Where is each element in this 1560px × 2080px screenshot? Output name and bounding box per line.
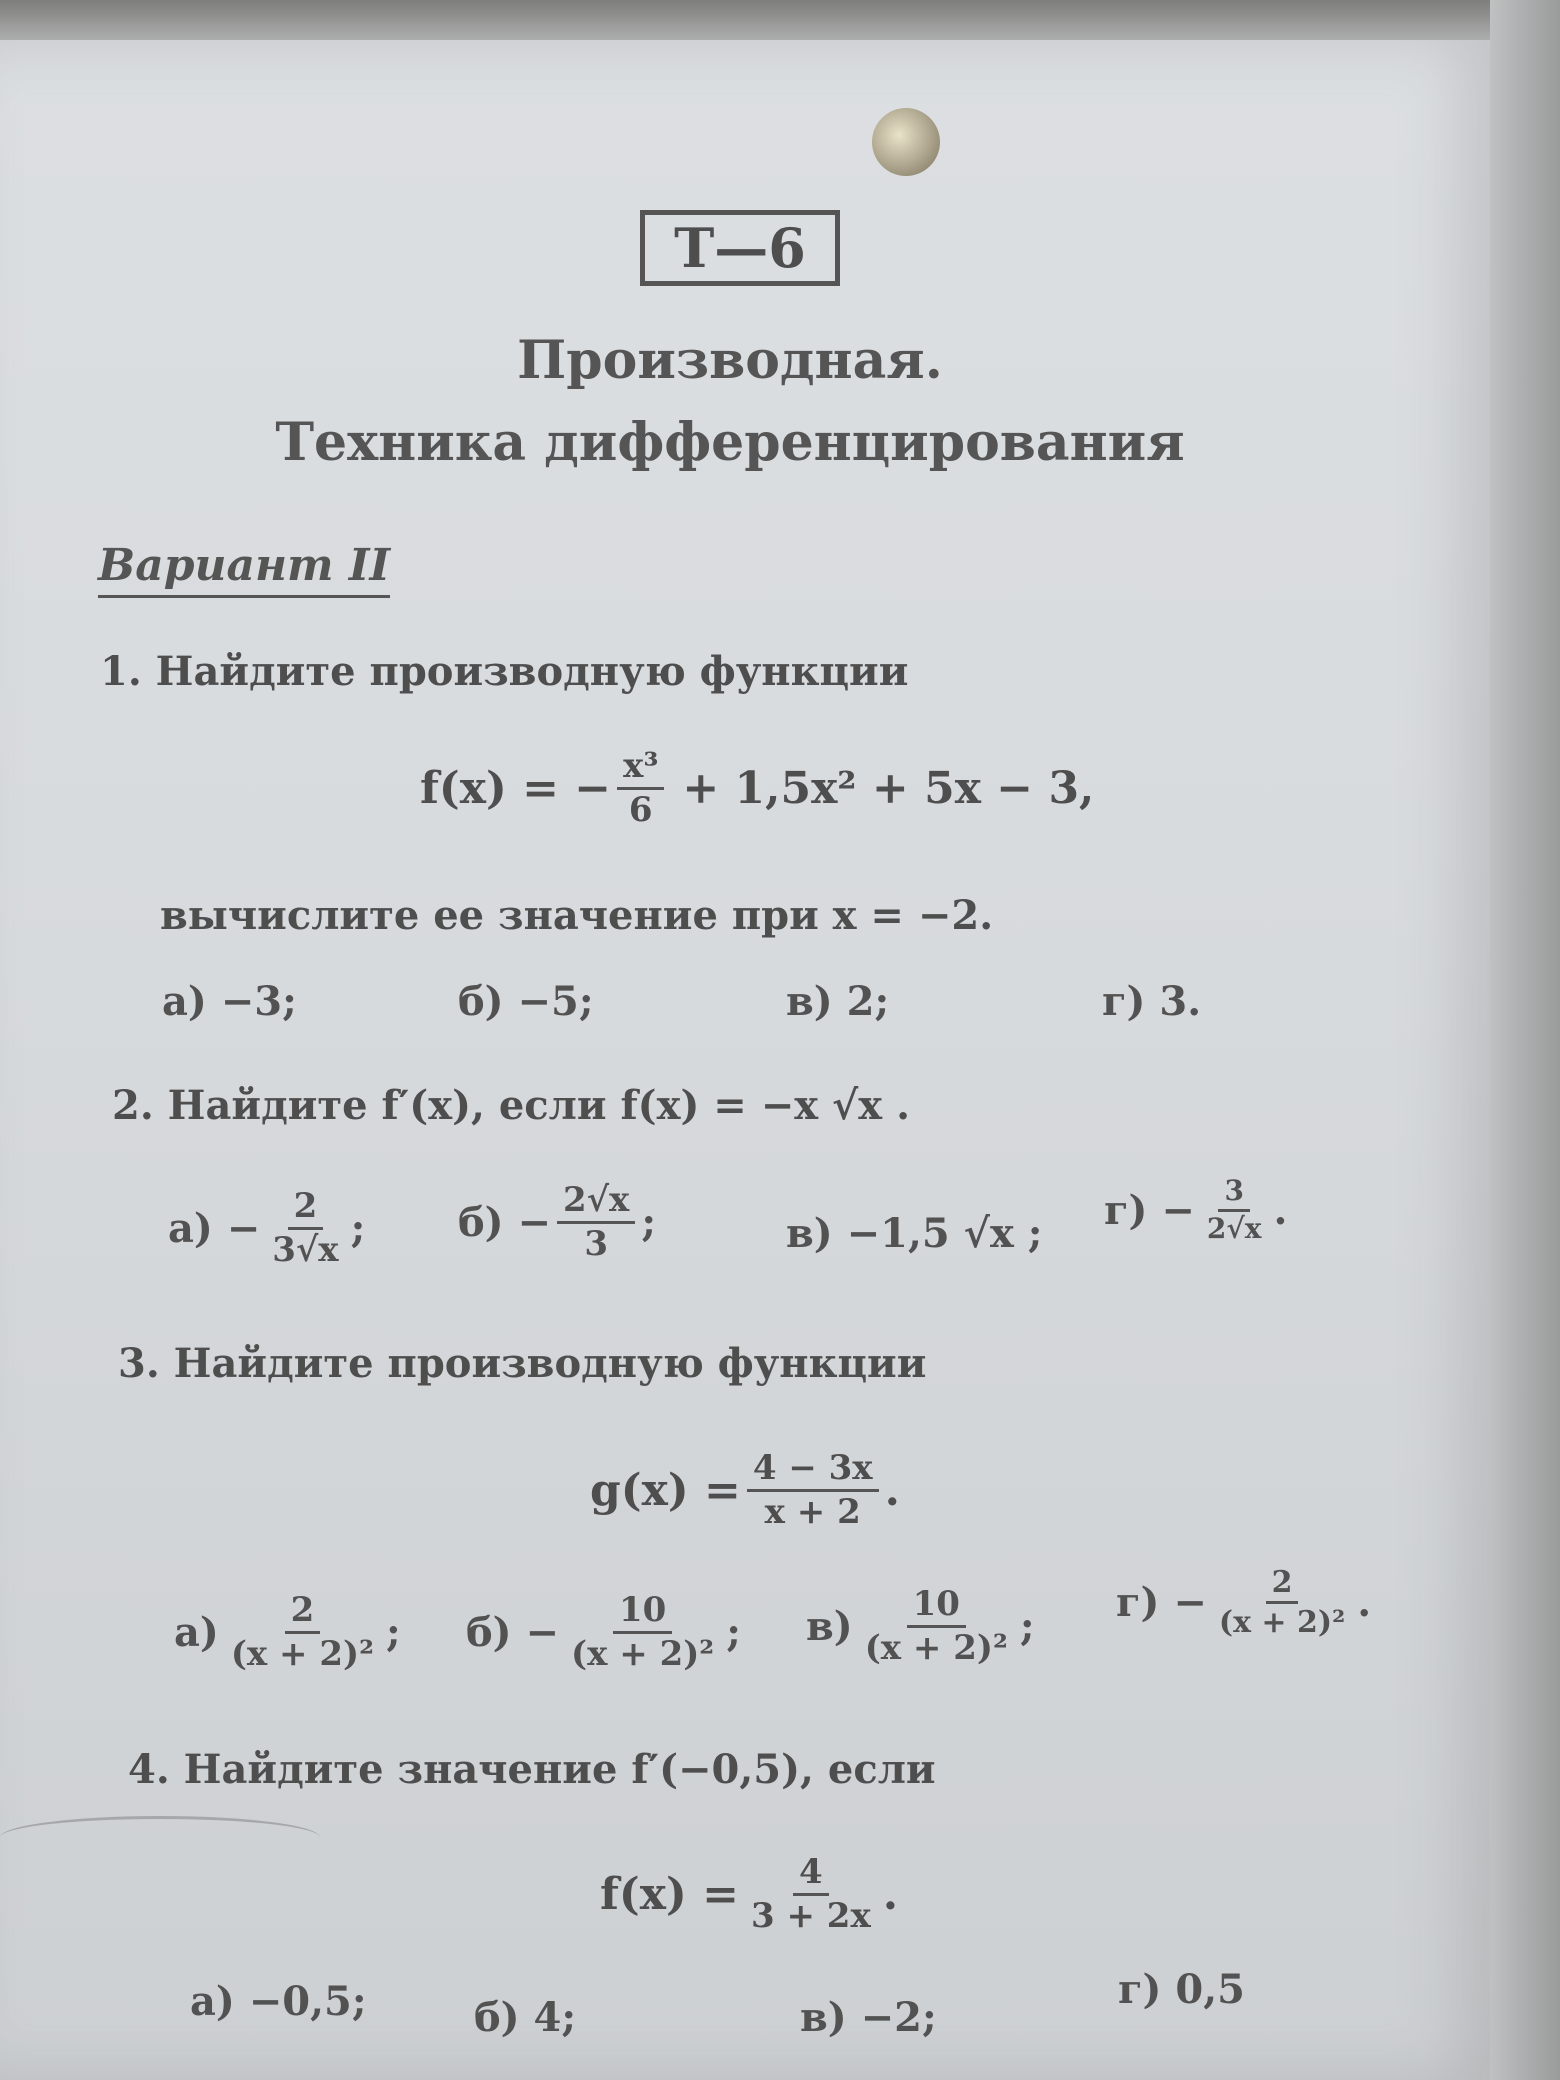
q3-a-num: 2: [285, 1592, 321, 1634]
q3-option-a: [174, 1592, 401, 1674]
question-1-formula: [420, 748, 1094, 830]
q4-formula-left: f(x) =: [600, 1869, 739, 1921]
question-1-text: 1. Найдите производную функции: [100, 648, 909, 695]
q4-fraction: [745, 1854, 877, 1936]
q1-option-c: в) 2;: [786, 978, 890, 1025]
q3-c-num: 10: [907, 1586, 966, 1628]
q2-b-num: 2√x: [557, 1182, 635, 1224]
q4-formula-tail: .: [882, 1869, 899, 1921]
q3-b-num: 10: [613, 1592, 672, 1634]
q3-b-den: (x + 2)²: [571, 1634, 715, 1675]
q2-d-label: г) −: [1104, 1186, 1195, 1234]
q2-option-a: [168, 1188, 365, 1270]
q3-b-fraction: [565, 1592, 720, 1674]
q3-d-fraction: [1213, 1566, 1351, 1639]
q2-d-num: 3: [1218, 1176, 1249, 1212]
test-code-box: [640, 210, 840, 286]
q3-formula-left: g(x) =: [590, 1465, 741, 1517]
q4-option-d: г) 0,5: [1118, 1966, 1245, 2013]
q1-formula-left: f(x) = −: [420, 763, 612, 815]
question-1-text-2: вычислите ее значение при x = −2.: [160, 892, 994, 939]
q2-a-tail: ;: [350, 1205, 366, 1253]
question-4-text: 4. Найдите значение f′(−0,5), если: [128, 1746, 936, 1793]
q3-b-tail: ;: [726, 1609, 741, 1657]
test-code: Т—6: [674, 216, 806, 280]
q2-a-den: 3√x: [272, 1230, 339, 1271]
title-line-1: Производная.: [517, 330, 943, 391]
q3-option-d: [1116, 1566, 1371, 1639]
q3-d-den: (x + 2)²: [1218, 1605, 1346, 1640]
q3-d-label: г) −: [1116, 1579, 1207, 1626]
q4-option-c: в) −2;: [800, 1994, 937, 2041]
q3-c-label: в): [806, 1603, 853, 1651]
q2-b-den: 3: [584, 1224, 609, 1265]
q2-d-fraction: [1201, 1176, 1268, 1245]
binder-hole-icon: [872, 108, 940, 176]
q3-frac-den: x + 2: [764, 1492, 861, 1533]
q2-b-label: б) −: [458, 1199, 552, 1247]
q3-fraction: [747, 1450, 879, 1532]
q2-d-tail: .: [1273, 1186, 1288, 1234]
title-line-2: Техника дифференцирования: [275, 412, 1185, 473]
q3-frac-num: 4 − 3x: [747, 1450, 879, 1492]
q3-a-den: (x + 2)²: [230, 1634, 374, 1675]
question-2-text: 2. Найдите f′(x), если f(x) = −x √x .: [112, 1082, 911, 1129]
q1-option-b: б) −5;: [458, 978, 594, 1025]
q1-frac-den: 6: [628, 790, 653, 831]
question-4-formula: [600, 1854, 898, 1936]
q3-option-b: [466, 1592, 741, 1674]
q1-formula-right: + 1,5x² + 5x − 3,: [682, 763, 1095, 815]
pencil-mark: [0, 1816, 320, 1859]
q3-a-fraction: [225, 1592, 380, 1674]
q1-option-d: г) 3.: [1102, 978, 1202, 1025]
q3-d-tail: .: [1357, 1579, 1372, 1626]
q1-fraction: [617, 748, 664, 830]
q3-formula-tail: .: [884, 1465, 900, 1517]
q4-frac-den: 3 + 2x: [750, 1896, 871, 1937]
q2-b-fraction: [557, 1182, 635, 1264]
q2-a-num: 2: [288, 1188, 324, 1230]
q3-c-den: (x + 2)²: [864, 1628, 1008, 1669]
q3-option-c: [806, 1586, 1035, 1668]
question-3-formula: [590, 1450, 900, 1532]
q4-option-a: а) −0,5;: [190, 1978, 367, 2025]
q3-c-tail: ;: [1019, 1603, 1035, 1651]
variant-heading: Вариант II: [98, 540, 390, 598]
q4-frac-num: 4: [793, 1854, 829, 1896]
question-3-text: 3. Найдите производную функции: [118, 1340, 927, 1387]
q3-c-fraction: [859, 1586, 1014, 1668]
q2-a-label: а) −: [168, 1205, 261, 1253]
q1-option-a: а) −3;: [162, 978, 297, 1025]
q3-d-num: 2: [1266, 1566, 1299, 1604]
q3-b-label: б) −: [466, 1609, 560, 1657]
q2-a-fraction: [266, 1188, 344, 1270]
q3-a-label: а): [174, 1609, 219, 1657]
q4-option-b: б) 4;: [474, 1994, 577, 2041]
q3-a-tail: ;: [386, 1609, 401, 1657]
q1-frac-num: x³: [617, 748, 664, 790]
page-stack-edge: [1490, 0, 1560, 2080]
q2-option-b: [458, 1182, 656, 1264]
q2-d-den: 2√x: [1206, 1211, 1262, 1245]
q2-option-d: [1104, 1176, 1287, 1245]
q2-b-tail: ;: [641, 1199, 657, 1247]
q2-option-c: в) −1,5 √x ;: [786, 1210, 1043, 1257]
